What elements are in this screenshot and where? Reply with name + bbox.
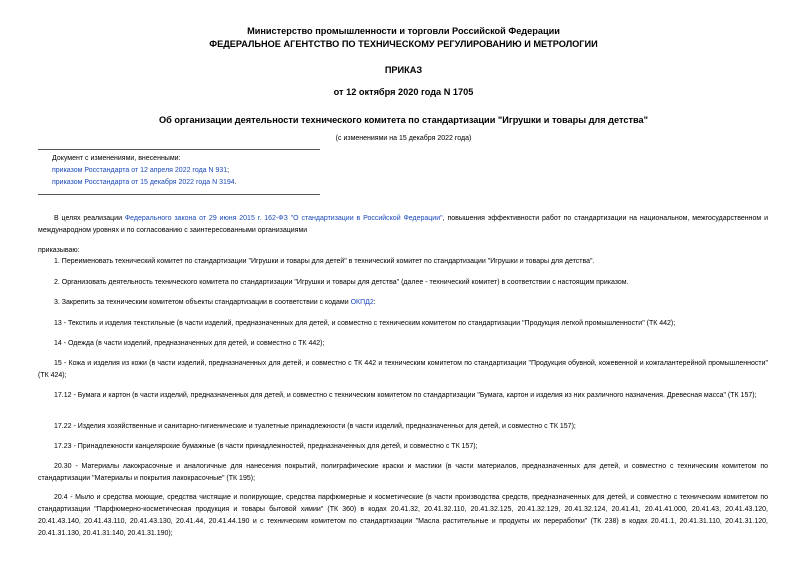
code-item: 15 - Кожа и изделия из кожи (в части изделий, предназначенных для детей, и совместно с ТК 442 и техническим комитетом по стандартизации "Продукция обувной, кожевенной и кожгалантерейной промышленности" (ТК 424); [38,360,768,379]
document-title: Об организации деятельности технического комитета по стандартизации "Игрушки и товары для детства" [159,115,648,125]
code-item: 13 - Текстиль и изделия текстильные (в части изделий, предназначенных для детей, и совместно с техническим комитетом по стандартизации "Продукция легкой промышленности" (ТК 442); [54,320,676,327]
order-item-3-after: : [373,299,376,306]
order-item-3-text: 3. Закрепить за техническим комитетом объекты стандартизации в соответствии с кодами [54,299,351,306]
okpd2-link[interactable]: ОКПД2 [350,299,374,306]
code-item: 17.22 - Изделия хозяйственные и санитарно-гигиенические и туалетные принадлежности (в части изделий, предназначенных для детей, и совместно с ТК 157); [54,423,576,430]
order-word: приказываю: [38,247,80,254]
document-date: от 12 октября 2020 года N 1705 [333,87,474,97]
amendment-link-2[interactable]: приказом Росстандарта от 15 декабря 2022 года N 3194 [52,179,235,186]
code-item: 20.30 - Материалы лакокрасочные и аналогичные для нанесения покрытий, полиграфические краски и мастики (в части материалов, предназначенных для детей, и совместно с техническим комитетом по стандартизации "Материалы и покрытия лакокрасочные" (ТК 195); [38,463,768,482]
document-type: ПРИКАЗ [384,65,423,75]
order-item-2: 2. Организовать деятельность технического комитета по стандартизации "Игрушки и товары для детства" (далее - технический комитет) в соответствии с настоящим приказом. [54,279,629,286]
code-item: 14 - Одежда (в части изделий, предназначенных для детей, и совместно с ТК 442); [54,340,325,347]
order-item-3 [38,297,768,309]
separator: ; [227,167,230,174]
code-item: 17.23 - Принадлежности канцелярские бумажные (в части принадлежностей, предназначенных для детей, и совместно с ТК 157); [54,443,478,450]
separator: . [234,179,237,186]
divider-top [38,149,320,150]
preamble-text: В целях реализации [54,215,125,222]
changes-line-2 [52,177,237,189]
amendment-link-1[interactable]: приказом Росстандарта от 12 апреля 2022 года N 931 [52,167,228,174]
preamble-paragraph [38,213,768,237]
federal-law-link[interactable]: Федерального закона от 29 июня 2015 г. 162-ФЗ "О стандартизации в Российской Федерации" [124,215,443,222]
preamble-text: , повышения эффективности работ по стандартизации на национальном, межгосударственном и международном уровнях и по согласованию с заинтересованными организациями [38,215,769,234]
ministry-name: Министерство промышленности и торговли Российской Федерации [247,26,560,36]
agency-name: ФЕДЕРАЛЬНОЕ АГЕНТСТВО ПО ТЕХНИЧЕСКОМУ РЕГУЛИРОВАНИЮ И МЕТРОЛОГИИ [209,39,598,49]
revision-note: (с изменениями на 15 декабря 2022 года) [335,135,472,142]
order-item-1: 1. Переименовать технический комитет по стандартизации "Игрушки и товары для детей" в технический комитет по стандартизации "Игрушки и товары для детства". [54,258,595,265]
code-item: 20.4 - Мыло и средства моющие, средства чистящие и полирующие, средства парфюмерные и косметические (в части производства средств, предназначенных для детей, и совместно с техническим комитетом по стандартизации "Парфюмерно-косметическая продукция и товары бытовой химии" (ТК 360) в кодах 20.41.32, 20.41.32.110, 20.41.32.125, 20.41.32.129, 20.41.32.124, 20.41.41, 20.41.41.000, 20.41.43, 20.41.43.120, 20.41.43.140, 20.41.43.110, 20.41.43.130, 20.41.44, 20.41.44.190 и с техническим комитетом по стандартизации "Масла растительные и продукты их переработки" (ТК 238) в кодах 20.41.1, 20.41.31.110, 20.41.31.120, 20.41.31.130, 20.41.31.140, 20.41.31.190); [38,494,768,537]
changes-line-1 [52,165,229,177]
changes-intro: Документ с изменениями, внесенными: [52,155,181,162]
code-item: 17.12 - Бумага и картон (в части изделий, предназначенных для детей, и совместно с техническим комитетом по стандартизации "Бумага, картон и изделия из них различного назначения. Древесная масса" (ТК 157); [54,392,757,399]
divider-bottom [38,194,320,195]
